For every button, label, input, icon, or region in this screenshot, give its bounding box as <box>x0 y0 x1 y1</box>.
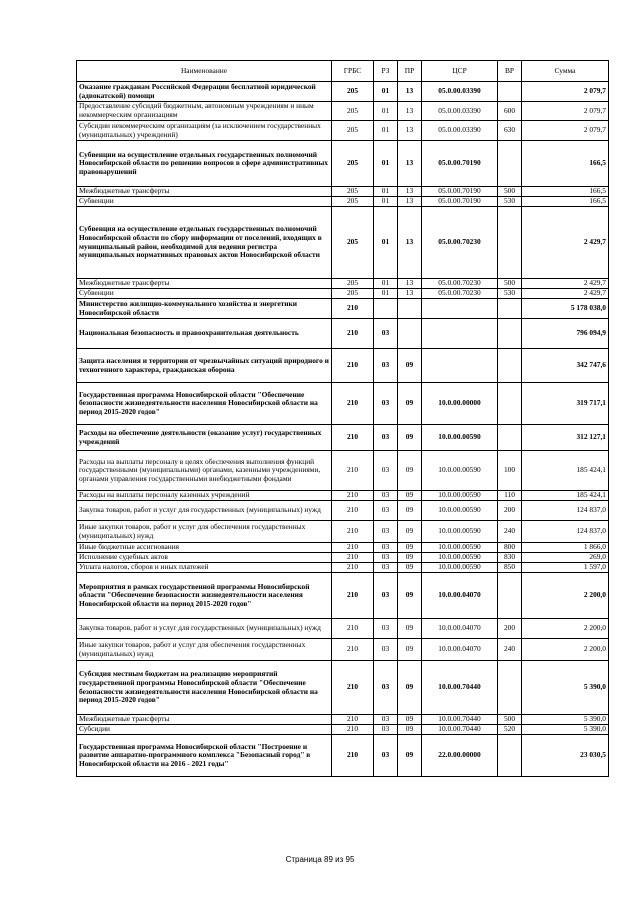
cell-pr: 09 <box>398 573 422 619</box>
cell-sum: 23 030,5 <box>522 735 609 777</box>
header-rz: РЗ <box>374 61 398 82</box>
cell-grbs: 210 <box>332 725 374 735</box>
cell-csr: 05.0.00.70190 <box>422 141 498 187</box>
cell-sum: 2 079,7 <box>522 82 609 102</box>
cell-name: Министерство жилищно-коммунального хозяйства и энергетики Новосибирской области <box>77 299 332 319</box>
table-row <box>77 289 609 299</box>
cell-sum: 342 747,6 <box>522 349 609 383</box>
cell-sum: 5 390,0 <box>522 661 609 715</box>
cell-pr: 09 <box>398 715 422 725</box>
cell-sum: 2 429,7 <box>522 279 609 289</box>
cell-vr: 110 <box>498 491 522 501</box>
cell-rz: 03 <box>374 563 398 573</box>
cell-pr <box>398 319 422 349</box>
cell-grbs: 210 <box>332 521 374 543</box>
cell-sum: 1 597,0 <box>522 563 609 573</box>
cell-rz: 01 <box>374 102 398 121</box>
cell-sum: 5 178 038,0 <box>522 299 609 319</box>
table-row <box>77 563 609 573</box>
cell-name: Межбюджетные трансферты <box>77 187 332 197</box>
cell-csr <box>422 349 498 383</box>
cell-pr: 13 <box>398 207 422 279</box>
table-row <box>77 501 609 521</box>
table-row <box>77 553 609 563</box>
table-row <box>77 319 609 349</box>
cell-csr: 05.0.00.03390 <box>422 82 498 102</box>
cell-csr: 05.0.00.03390 <box>422 102 498 121</box>
cell-rz: 03 <box>374 383 398 425</box>
header-sum: Сумма <box>522 61 609 82</box>
table-row <box>77 639 609 661</box>
cell-name: Государственная программа Новосибирской области "Построение и развитие аппаратно-программного комплекса "Безопасный город" в Новосибирской области на 2016 - 2021 годы" <box>77 735 332 777</box>
cell-sum: 2 200,0 <box>522 639 609 661</box>
cell-vr: 630 <box>498 121 522 141</box>
cell-vr: 520 <box>498 725 522 735</box>
cell-grbs: 210 <box>332 619 374 639</box>
cell-grbs: 210 <box>332 501 374 521</box>
cell-vr: 530 <box>498 289 522 299</box>
cell-rz: 01 <box>374 82 398 102</box>
cell-rz: 01 <box>374 207 398 279</box>
cell-rz: 03 <box>374 319 398 349</box>
cell-grbs: 205 <box>332 141 374 187</box>
cell-csr: 10.0.00.00590 <box>422 451 498 491</box>
cell-vr: 800 <box>498 543 522 553</box>
cell-csr: 10.0.00.04070 <box>422 573 498 619</box>
table-row <box>77 349 609 383</box>
cell-grbs: 210 <box>332 425 374 451</box>
cell-rz: 03 <box>374 425 398 451</box>
cell-pr: 09 <box>398 725 422 735</box>
cell-pr: 09 <box>398 383 422 425</box>
cell-pr <box>398 299 422 319</box>
cell-grbs: 205 <box>332 121 374 141</box>
cell-csr: 05.0.00.70190 <box>422 197 498 207</box>
cell-vr <box>498 383 522 425</box>
cell-vr: 500 <box>498 715 522 725</box>
cell-rz: 03 <box>374 491 398 501</box>
cell-csr <box>422 319 498 349</box>
cell-sum: 166,5 <box>522 187 609 197</box>
cell-pr: 09 <box>398 735 422 777</box>
budget-table-page <box>76 60 608 777</box>
cell-name: Субвенции <box>77 197 332 207</box>
cell-rz: 01 <box>374 197 398 207</box>
cell-csr: 05.0.00.03390 <box>422 121 498 141</box>
header-pr: ПР <box>398 61 422 82</box>
cell-pr: 09 <box>398 425 422 451</box>
cell-name: Закупка товаров, работ и услуг для государственных (муниципальных) нужд <box>77 501 332 521</box>
cell-vr: 200 <box>498 619 522 639</box>
cell-name: Субсидия местным бюджетам на реализацию мероприятий государственной программы Новосибирской области "Обеспечение безопасности жизнедеятельности населения Новосибирской области на период 2015-2020 годов" <box>77 661 332 715</box>
cell-csr: 10.0.00.04070 <box>422 619 498 639</box>
table-row <box>77 725 609 735</box>
cell-sum: 2 429,7 <box>522 207 609 279</box>
cell-name: Расходы на выплаты персоналу казенных учреждений <box>77 491 332 501</box>
cell-sum: 2 200,0 <box>522 573 609 619</box>
cell-name: Иные закупки товаров, работ и услуг для обеспечения государственных (муниципальных) нужд <box>77 639 332 661</box>
table-row <box>77 279 609 289</box>
cell-grbs: 210 <box>332 715 374 725</box>
cell-pr: 13 <box>398 197 422 207</box>
cell-csr: 05.0.00.70190 <box>422 187 498 197</box>
cell-grbs: 205 <box>332 197 374 207</box>
cell-rz: 03 <box>374 735 398 777</box>
table-row <box>77 573 609 619</box>
cell-sum: 185 424,1 <box>522 451 609 491</box>
cell-rz: 03 <box>374 725 398 735</box>
cell-name: Защита населения и территории от чрезвычайных ситуаций природного и техногенного характера, гражданская оборона <box>77 349 332 383</box>
cell-grbs: 210 <box>332 299 374 319</box>
cell-sum: 2 079,7 <box>522 102 609 121</box>
cell-grbs: 210 <box>332 383 374 425</box>
cell-sum: 5 390,0 <box>522 725 609 735</box>
cell-rz: 03 <box>374 553 398 563</box>
cell-sum: 2 429,7 <box>522 289 609 299</box>
cell-name: Субсидии <box>77 725 332 735</box>
table-body <box>77 82 609 777</box>
cell-vr: 530 <box>498 197 522 207</box>
cell-vr <box>498 82 522 102</box>
cell-vr <box>498 319 522 349</box>
cell-sum: 269,0 <box>522 553 609 563</box>
cell-rz: 01 <box>374 289 398 299</box>
header-grbs: ГРБС <box>332 61 374 82</box>
cell-grbs: 210 <box>332 451 374 491</box>
cell-rz: 01 <box>374 187 398 197</box>
table-row <box>77 521 609 543</box>
cell-sum: 166,5 <box>522 197 609 207</box>
cell-csr: 10.0.00.70440 <box>422 725 498 735</box>
table-header-row <box>77 61 609 82</box>
cell-csr: 10.0.00.00590 <box>422 563 498 573</box>
table-row <box>77 543 609 553</box>
cell-vr <box>498 299 522 319</box>
cell-csr: 10.0.00.00590 <box>422 491 498 501</box>
cell-grbs: 210 <box>332 349 374 383</box>
cell-vr: 500 <box>498 187 522 197</box>
cell-rz: 03 <box>374 501 398 521</box>
cell-name: Уплата налогов, сборов и иных платежей <box>77 563 332 573</box>
cell-csr: 05.0.00.70230 <box>422 289 498 299</box>
cell-grbs: 210 <box>332 661 374 715</box>
cell-rz: 03 <box>374 349 398 383</box>
cell-vr <box>498 141 522 187</box>
cell-vr <box>498 207 522 279</box>
cell-name: Субвенции на осуществление отдельных государственных полномочий Новосибирской области по решению вопросов в сфере административных правонарушений <box>77 141 332 187</box>
cell-grbs: 210 <box>332 639 374 661</box>
cell-pr: 09 <box>398 563 422 573</box>
cell-pr: 09 <box>398 349 422 383</box>
cell-pr: 09 <box>398 639 422 661</box>
table-row <box>77 141 609 187</box>
cell-sum: 5 390,0 <box>522 715 609 725</box>
table-row <box>77 661 609 715</box>
cell-sum: 124 837,0 <box>522 521 609 543</box>
cell-pr: 09 <box>398 543 422 553</box>
cell-rz: 01 <box>374 121 398 141</box>
cell-name: Оказание гражданам Российской Федерации бесплатной юридической (адвокатской) помощи <box>77 82 332 102</box>
cell-vr <box>498 425 522 451</box>
cell-name: Мероприятия в рамках государственной программы Новосибирской области "Обеспечение безопасности жизнедеятельности населения Новосибирской области на период 2015-2020 годов" <box>77 573 332 619</box>
cell-csr: 05.0.00.70230 <box>422 207 498 279</box>
table-row <box>77 207 609 279</box>
cell-pr: 09 <box>398 501 422 521</box>
cell-vr: 830 <box>498 553 522 563</box>
cell-pr: 09 <box>398 521 422 543</box>
table-row <box>77 425 609 451</box>
cell-sum: 1 866,0 <box>522 543 609 553</box>
cell-rz: 01 <box>374 141 398 187</box>
cell-name: Иные бюджетные ассигнования <box>77 543 332 553</box>
cell-grbs: 210 <box>332 553 374 563</box>
table-row <box>77 383 609 425</box>
cell-name: Закупка товаров, работ и услуг для государственных (муниципальных) нужд <box>77 619 332 639</box>
cell-csr: 10.0.00.00590 <box>422 553 498 563</box>
table-row <box>77 121 609 141</box>
table-row <box>77 491 609 501</box>
cell-name: Исполнение судебных актов <box>77 553 332 563</box>
cell-csr: 10.0.00.70440 <box>422 661 498 715</box>
cell-pr: 09 <box>398 661 422 715</box>
cell-name: Субвенция на осуществление отдельных государственных полномочий Новосибирской области по сбору информации от поселений, входящих в муниципальный район, необходимой для ведения регистра муниципальных нормативных правовых актов Новосибирской области <box>77 207 332 279</box>
cell-pr: 13 <box>398 279 422 289</box>
table-row <box>77 715 609 725</box>
cell-grbs: 205 <box>332 102 374 121</box>
table-row <box>77 619 609 639</box>
cell-vr <box>498 573 522 619</box>
cell-name: Субсидии некоммерческим организациям (за исключением государственных (муниципальных) учреждений) <box>77 121 332 141</box>
cell-vr <box>498 735 522 777</box>
header-name: Наименование <box>77 61 332 82</box>
cell-vr: 200 <box>498 501 522 521</box>
cell-rz: 03 <box>374 661 398 715</box>
cell-grbs: 205 <box>332 207 374 279</box>
cell-pr: 13 <box>398 82 422 102</box>
cell-grbs: 210 <box>332 491 374 501</box>
table-row <box>77 82 609 102</box>
table-row <box>77 451 609 491</box>
header-vr: ВР <box>498 61 522 82</box>
cell-pr: 13 <box>398 289 422 299</box>
cell-pr: 09 <box>398 451 422 491</box>
cell-vr: 600 <box>498 102 522 121</box>
cell-sum: 312 127,1 <box>522 425 609 451</box>
table-row <box>77 299 609 319</box>
cell-pr: 13 <box>398 141 422 187</box>
cell-csr: 10.0.00.00590 <box>422 543 498 553</box>
cell-vr: 850 <box>498 563 522 573</box>
cell-rz: 03 <box>374 573 398 619</box>
cell-rz: 03 <box>374 619 398 639</box>
table-row <box>77 102 609 121</box>
cell-rz <box>374 299 398 319</box>
cell-pr: 09 <box>398 491 422 501</box>
cell-csr: 10.0.00.00000 <box>422 383 498 425</box>
cell-name: Межбюджетные трансферты <box>77 279 332 289</box>
cell-grbs: 205 <box>332 289 374 299</box>
cell-pr: 13 <box>398 102 422 121</box>
cell-csr: 05.0.00.70230 <box>422 279 498 289</box>
cell-grbs: 205 <box>332 279 374 289</box>
cell-vr: 240 <box>498 521 522 543</box>
budget-table <box>76 60 609 777</box>
cell-grbs: 210 <box>332 319 374 349</box>
cell-grbs: 210 <box>332 543 374 553</box>
cell-grbs: 210 <box>332 573 374 619</box>
cell-csr: 10.0.00.00590 <box>422 521 498 543</box>
cell-sum: 166,5 <box>522 141 609 187</box>
cell-name: Государственная программа Новосибирской области "Обеспечение безопасности жизнедеятельности населения Новосибирской области на период 2015-2020 годов" <box>77 383 332 425</box>
cell-rz: 03 <box>374 715 398 725</box>
cell-grbs: 210 <box>332 563 374 573</box>
cell-rz: 03 <box>374 639 398 661</box>
cell-rz: 03 <box>374 543 398 553</box>
page-footer: Страница 89 из 95 <box>285 855 355 864</box>
cell-name: Расходы на выплаты персоналу в целях обеспечения выполнения функций государственными (муниципальными) органами, казенными учреждениями, органами управления государственными внебюджетными фондами <box>77 451 332 491</box>
cell-csr: 22.0.00.00000 <box>422 735 498 777</box>
cell-vr: 100 <box>498 451 522 491</box>
cell-vr <box>498 661 522 715</box>
table-row <box>77 197 609 207</box>
header-csr: ЦСР <box>422 61 498 82</box>
cell-csr: 10.0.00.04070 <box>422 639 498 661</box>
cell-rz: 03 <box>374 451 398 491</box>
cell-pr: 09 <box>398 619 422 639</box>
cell-name: Межбюджетные трансферты <box>77 715 332 725</box>
cell-name: Иные закупки товаров, работ и услуг для обеспечения государственных (муниципальных) нужд <box>77 521 332 543</box>
cell-csr <box>422 299 498 319</box>
cell-sum: 2 079,7 <box>522 121 609 141</box>
cell-name: Субвенции <box>77 289 332 299</box>
cell-vr <box>498 349 522 383</box>
cell-sum: 185 424,1 <box>522 491 609 501</box>
cell-name: Национальная безопасность и правоохранительная деятельность <box>77 319 332 349</box>
cell-name: Расходы на обеспечение деятельности (оказание услуг) государственных учреждений <box>77 425 332 451</box>
cell-vr: 500 <box>498 279 522 289</box>
table-row <box>77 735 609 777</box>
cell-csr: 10.0.00.00590 <box>422 501 498 521</box>
cell-grbs: 210 <box>332 735 374 777</box>
cell-rz: 03 <box>374 521 398 543</box>
cell-pr: 13 <box>398 187 422 197</box>
cell-sum: 2 200,0 <box>522 619 609 639</box>
cell-grbs: 205 <box>332 82 374 102</box>
cell-pr: 09 <box>398 553 422 563</box>
cell-sum: 796 094,9 <box>522 319 609 349</box>
cell-grbs: 205 <box>332 187 374 197</box>
cell-csr: 10.0.00.70440 <box>422 715 498 725</box>
cell-sum: 124 837,0 <box>522 501 609 521</box>
table-row <box>77 187 609 197</box>
cell-vr: 240 <box>498 639 522 661</box>
cell-pr: 13 <box>398 121 422 141</box>
cell-rz: 01 <box>374 279 398 289</box>
cell-sum: 319 717,1 <box>522 383 609 425</box>
cell-csr: 10.0.00.00590 <box>422 425 498 451</box>
cell-name: Предоставление субсидий бюджетным, автономным учреждениям и иным некоммерческим организациям <box>77 102 332 121</box>
